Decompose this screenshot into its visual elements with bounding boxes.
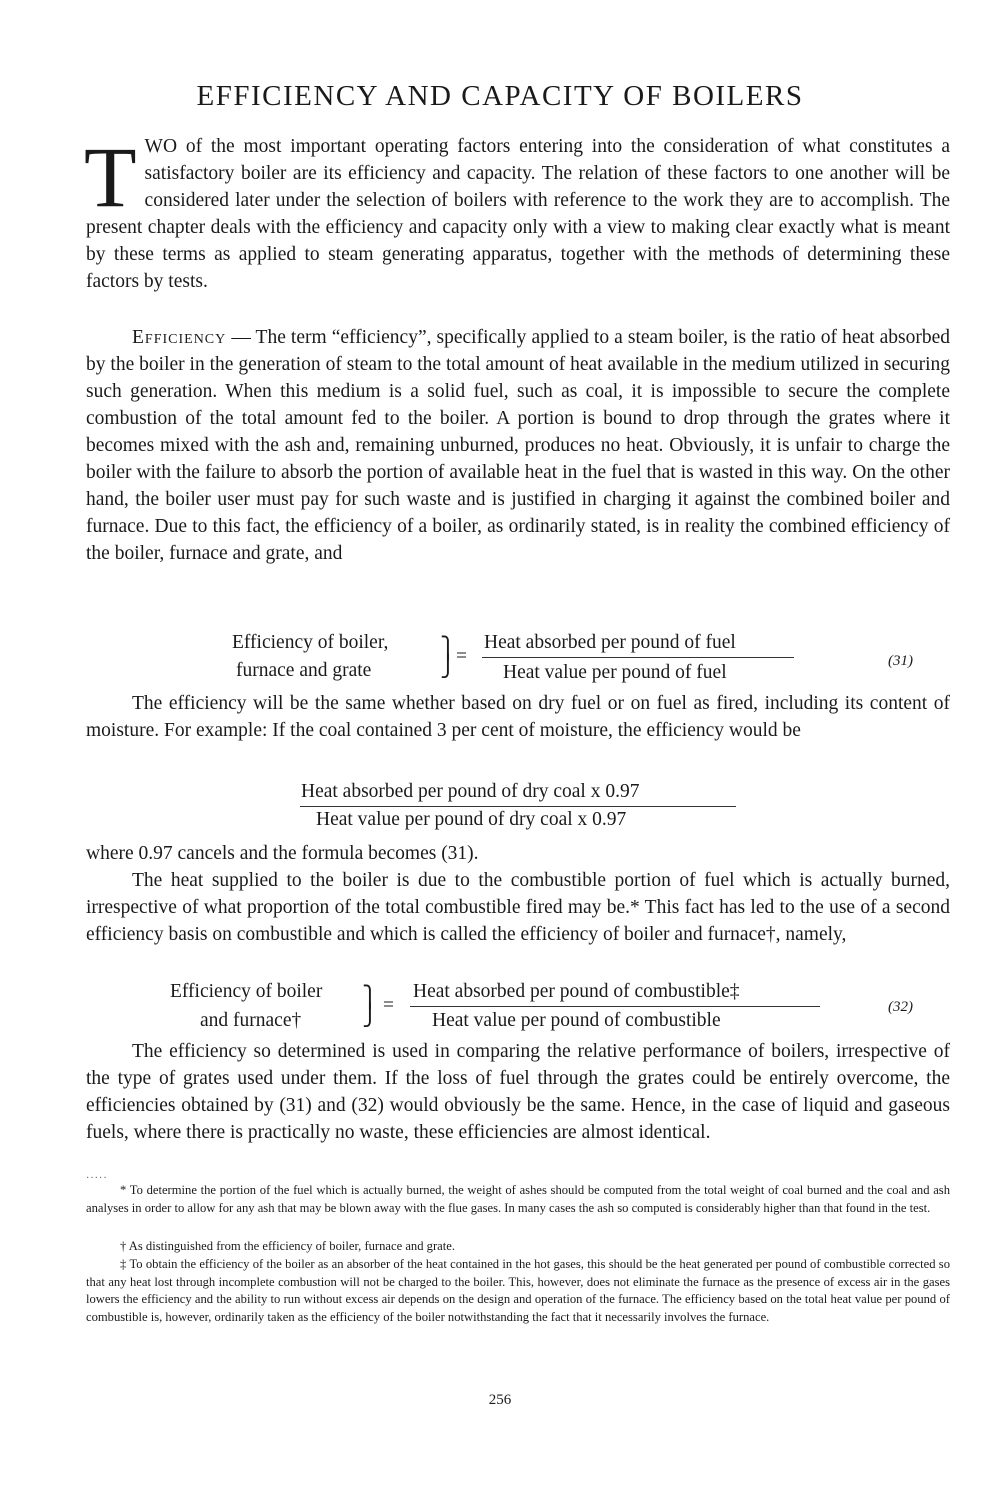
dry-fuel-paragraph: The efficiency will be the same whether based on dry fuel or on fuel as fired, including its content of moisture. For example: If the coal contained 3 per cent of moisture, the efficiency would be <box>86 693 950 741</box>
eq32-lhs-line1: Efficiency of boiler <box>170 981 323 1002</box>
footnote-asterisk: * To determine the portion of the fuel which is actually burned, the weight of ashes should be computed from the total weight of coal burned and the coal and ash analyses in order to allow for any ash that may be blown away with the flue gases. In many cases the ash so computed is considerably higher than that found in the test. <box>86 1183 950 1215</box>
eq32-denominator: Heat value per pound of combustible <box>432 1010 721 1031</box>
eq31-numerator: Heat absorbed per pound of fuel <box>484 632 736 653</box>
eq32-brace-bottom: ⎭ <box>362 1003 378 1027</box>
eq32-brace-top: ⎫ <box>362 985 378 1009</box>
efficiency-text: — The term “efficiency”, specifically applied to a steam boiler, is the ratio of heat absorbed by the boiler in the generation of steam to the total amount of heat available in the medium utilized in securing such generation. When this medium is a solid fuel, such as coal, it is impossible to secure the complete combustion of the total amount fed to the boiler. A portion is bound to drop through the grates where it becomes mixed with the ash and, remaining unburned, produces no heat. Obviously, it is unfair to charge the boiler with the failure to absorb the portion of available heat in the fuel that is wasted in this way. On the other hand, the boiler user must pay for such waste and is justified in charging it against the combined boiler and furnace. Due to this fact, the efficiency of a boiler, as ordinarily stated, is in reality the combined efficiency of the boiler, furnace and grate, and <box>86 327 950 564</box>
intro-text: WO of the most important operating factors entering into the consideration of what constitutes a satisfactory boiler are its efficiency and capacity. The relation of these factors to one another will be considered later under the selection of boilers with reference to the work they are to accomplish. The present chapter deals with the efficiency and capacity only with a view to making clear exactly what is meant by these terms as applied to steam generating apparatus, together with the methods of determining these factors by tests. <box>86 136 950 292</box>
eq32-numerator: Heat absorbed per pound of combustible‡ <box>413 981 740 1002</box>
page-number: 256 <box>488 1392 512 1408</box>
combustible-paragraph: The heat supplied to the boiler is due to the combustible portion of fuel which is actually burned, irrespective of what proportion of the total combustible fired may be.* This fact has led to the use of a second efficiency basis on combustible and which is called the efficiency of boiler and furnace†, namely, <box>86 870 950 945</box>
eq31-brace-top: ⎫ <box>440 636 456 660</box>
eq31-label: (31) <box>888 653 913 669</box>
dry-coal-numerator: Heat absorbed per pound of dry coal x 0.97 <box>301 781 640 802</box>
eq32-equals: = <box>383 995 394 1016</box>
eq31-denominator: Heat value per pound of fuel <box>503 662 727 683</box>
footnote-dagger: † As distinguished from the efficiency of boiler, furnace and grate. <box>120 1239 455 1253</box>
eq31-brace-bottom: ⎭ <box>440 654 456 678</box>
dry-coal-denominator: Heat value per pound of dry coal x 0.97 <box>316 809 627 830</box>
page-title: EFFICIENCY AND CAPACITY OF BOILERS <box>196 80 804 112</box>
intro-paragraph <box>84 129 950 295</box>
eq31-equals: = <box>456 646 467 667</box>
final-paragraph: The efficiency so determined is used in comparing the relative performance of boilers, irrespective of the type of grates used under them. If the loss of fuel through the grates could be entirely overcome, the efficiencies obtained by (31) and (32) would obviously be the same. Hence, in the case of liquid and gaseous fuels, where there is practically no waste, these efficiencies are almost identical. <box>86 1041 950 1143</box>
eq31-lhs-line2: furnace and grate <box>236 660 372 681</box>
section-heading: Efficiency <box>132 327 227 348</box>
efficiency-paragraph <box>86 324 950 567</box>
cancels-paragraph: where 0.97 cancels and the formula becomes (31). <box>86 843 479 864</box>
footnote-double-dagger: ‡ To obtain the efficiency of the boiler as an absorber of the heat contained in the hot gases, this should be the heat generated per pound of combustible corrected so that any heat lost through incomplete combustion will not be charged to the boiler. This, however, does not eliminate the furnace as the presence of excess air in the gases lowers the efficiency and the ability to run without excess air depends on the design and operation of the furnace. The efficiency based on the total heat value per pound of combustible is, however, ordinarily taken as the efficiency of the boiler notwithstanding the fact that it necessarily involves the furnace. <box>86 1257 950 1324</box>
footnote-separator: ····· <box>86 1173 108 1184</box>
eq32-lhs-line2: and furnace† <box>200 1010 302 1031</box>
eq31-lhs-line1: Efficiency of boiler, <box>232 632 389 653</box>
drop-cap: T <box>84 129 137 225</box>
eq31-fraction-bar <box>482 657 794 658</box>
eq32-label: (32) <box>888 999 913 1015</box>
